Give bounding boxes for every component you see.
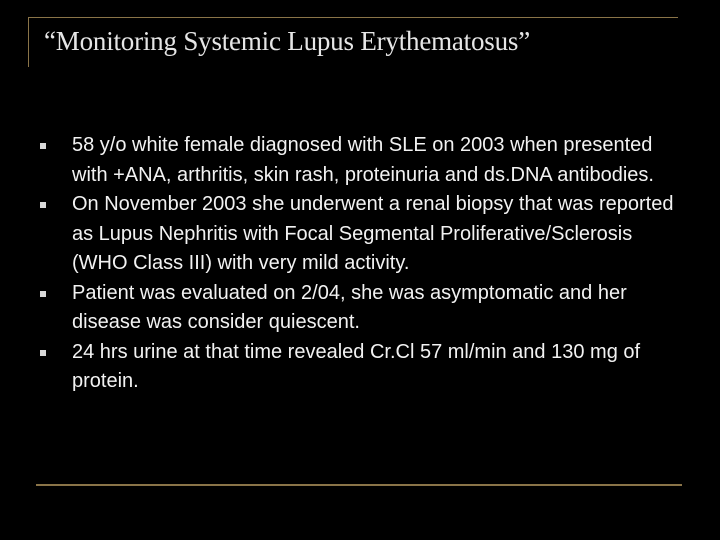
bottom-divider <box>36 484 682 486</box>
bullet-square-icon <box>40 350 46 356</box>
bullet-item <box>40 338 680 397</box>
title-frame-left-rule <box>28 17 29 67</box>
bullet-square-icon <box>40 143 46 149</box>
bullet-list <box>40 131 680 397</box>
bullet-item <box>40 279 680 338</box>
bullet-square-icon <box>40 291 46 297</box>
slide-title: “Monitoring Systemic Lupus Erythematosus” <box>44 26 530 56</box>
bullet-text: Patient was evaluated on 2/04, she was asymptomatic and her disease was consider quiescent. <box>72 281 627 333</box>
bullet-text: 58 y/o white female diagnosed with SLE on 2003 when presented with +ANA, arthritis, skin rash, proteinuria and ds.DNA antibodies. <box>72 134 654 186</box>
bullet-square-icon <box>40 202 46 208</box>
title-frame-top-rule <box>28 17 678 18</box>
bullet-text: 24 hrs urine at that time revealed Cr.Cl 57 ml/min and 130 mg of protein. <box>72 340 641 392</box>
bullet-item <box>40 131 680 190</box>
bullet-item <box>40 190 680 279</box>
bullet-text: On November 2003 she underwent a renal biopsy that was reported as Lupus Nephritis with Focal Segmental Proliferative/Sclerosis (WHO Class III) with very mild activity. <box>72 193 674 274</box>
